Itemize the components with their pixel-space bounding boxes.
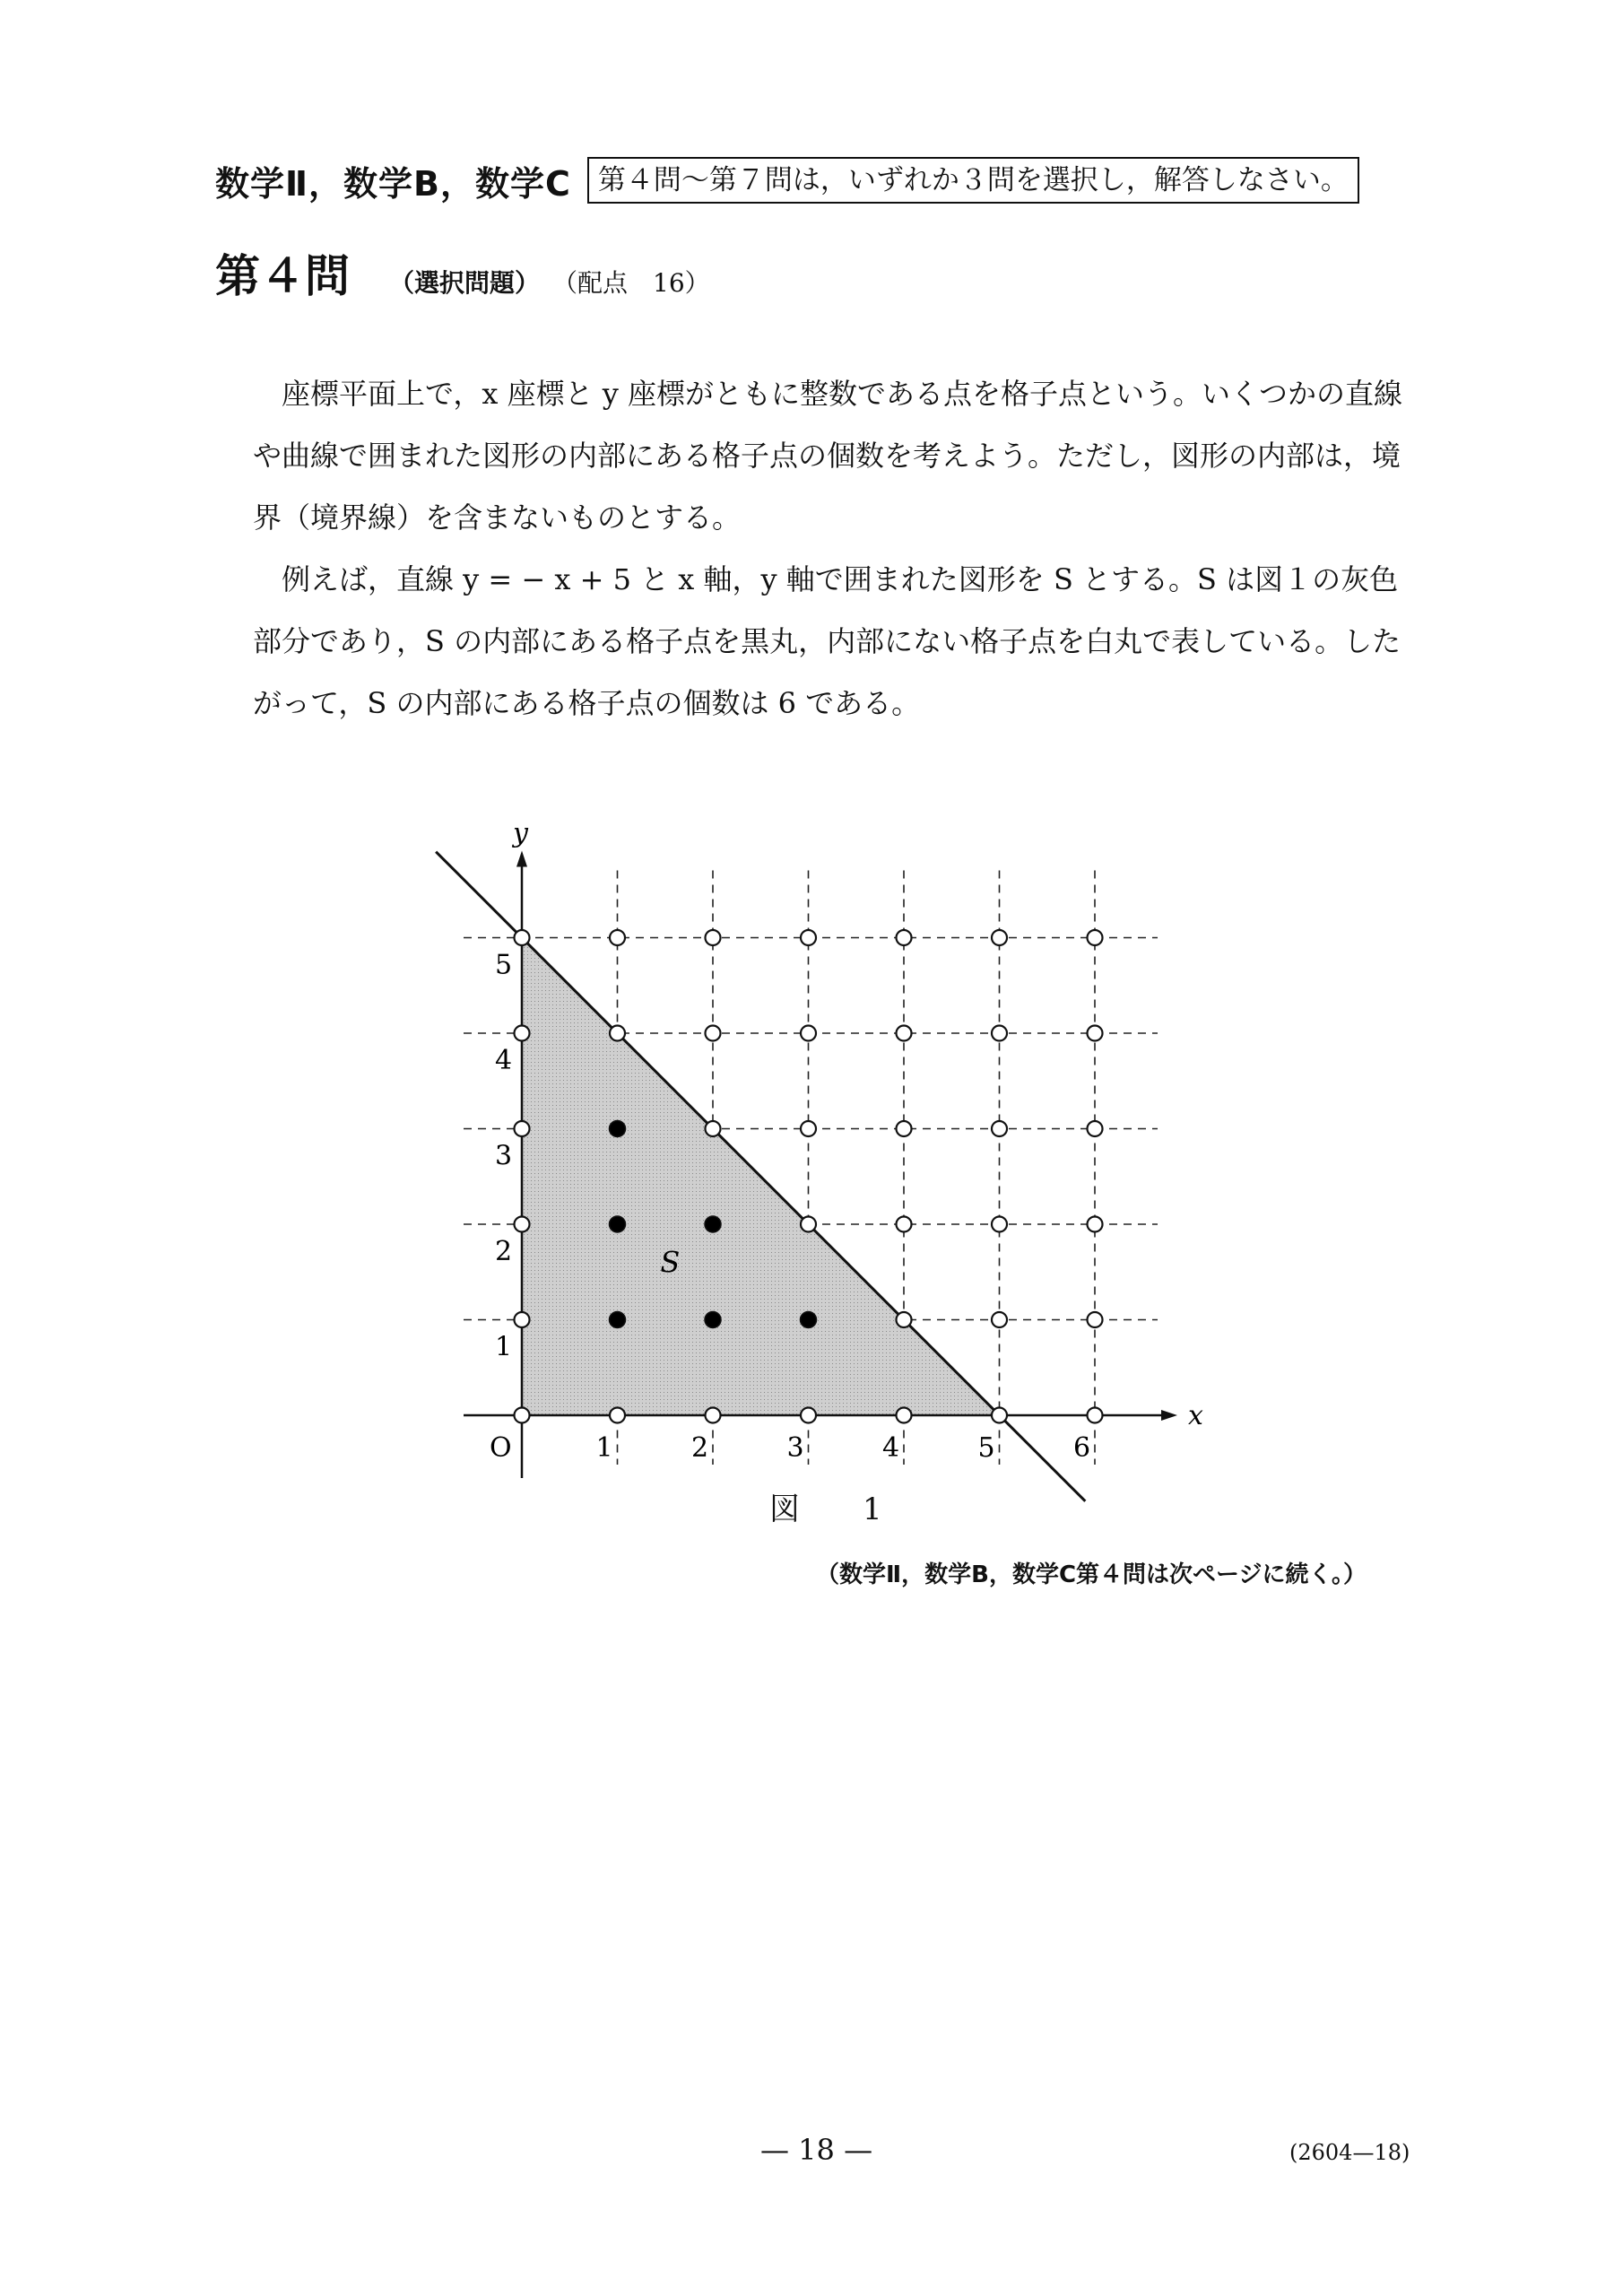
continue-note: （数学Ⅱ，数学B，数学C第４問は次ページに続く。） — [816, 1561, 1367, 1588]
open-point — [1088, 1026, 1103, 1041]
paragraph-definition: 座標平面上で，x 座標と y 座標がともに整数である点を格子点という。いくつかの直線や曲線で囲まれた図形の内部にある格子点の個数を考えよう。ただし，図形の内部は，境界（境界線）を含まないものとする。 — [253, 377, 1403, 535]
open-point — [1088, 930, 1103, 945]
open-point — [706, 1026, 721, 1041]
open-point — [801, 1217, 816, 1232]
filled-point — [610, 1312, 626, 1328]
open-point — [897, 1217, 912, 1232]
subject-title: 数学Ⅱ，数学B，数学C — [215, 163, 571, 204]
x-tick-label: 6 — [1073, 1432, 1091, 1464]
open-point — [1088, 1408, 1103, 1423]
open-point — [1088, 1121, 1103, 1136]
figure-caption: 図 1 — [769, 1492, 898, 1527]
page-number: — 18 — — [760, 2133, 873, 2167]
open-point — [515, 1408, 530, 1423]
open-point — [515, 1026, 530, 1041]
open-point — [992, 1217, 1007, 1232]
x-tick-label: 2 — [691, 1432, 709, 1464]
y-tick-label: 1 — [495, 1331, 513, 1363]
open-point — [515, 1217, 530, 1232]
open-point — [610, 1026, 625, 1041]
open-point — [515, 1312, 530, 1327]
y-tick-label: 2 — [495, 1236, 513, 1267]
origin-label: O — [490, 1432, 512, 1464]
filled-point — [801, 1312, 817, 1328]
open-point — [992, 930, 1007, 945]
question-points: （配点 16） — [552, 268, 710, 298]
open-point — [610, 1408, 625, 1423]
open-point — [801, 1408, 816, 1423]
question-number: 第４問 — [215, 250, 350, 302]
open-point — [897, 1121, 912, 1136]
filled-point — [610, 1121, 626, 1137]
y-axis-arrow — [516, 851, 527, 867]
x-tick-label: 1 — [595, 1432, 613, 1464]
open-point — [1088, 1217, 1103, 1232]
y-tick-label: 3 — [495, 1140, 513, 1172]
y-tick-label: 4 — [495, 1045, 513, 1076]
open-point — [897, 1312, 912, 1327]
y-tick-label: 5 — [495, 949, 513, 981]
question-tag: （選択問題） — [389, 268, 541, 298]
x-axis-arrow — [1161, 1410, 1177, 1421]
open-point — [897, 1026, 912, 1041]
open-point — [706, 1121, 721, 1136]
y-axis-label: y — [513, 817, 528, 849]
open-point — [992, 1408, 1007, 1423]
open-point — [801, 1026, 816, 1041]
paragraph-example: 例えば，直線 y = − x + 5 と x 軸，y 軸で囲まれた図形を S とする。S は図１の灰色部分であり，S の内部にある格子点を黒丸，内部にない格子点を白丸で表している。したがって，S の内部にある格子点の個数は 6 である。 — [253, 562, 1401, 720]
open-point — [515, 930, 530, 945]
open-point — [992, 1121, 1007, 1136]
selection-instruction: 第４問～第７問は，いずれか３問を選択し，解答しなさい。 — [587, 157, 1359, 204]
region-label-s: S — [660, 1245, 681, 1280]
open-point — [992, 1026, 1007, 1041]
x-tick-label: 5 — [977, 1432, 995, 1464]
open-point — [897, 930, 912, 945]
filled-point — [705, 1312, 721, 1328]
open-point — [706, 1408, 721, 1423]
x-tick-label: 4 — [882, 1432, 900, 1464]
x-tick-label: 3 — [786, 1432, 804, 1464]
open-point — [992, 1312, 1007, 1327]
filled-point — [610, 1216, 626, 1232]
open-point — [897, 1408, 912, 1423]
open-point — [1088, 1312, 1103, 1327]
open-point — [515, 1121, 530, 1136]
open-point — [801, 1121, 816, 1136]
open-point — [801, 930, 816, 945]
filled-point — [705, 1216, 721, 1232]
exam-code: (2604—18) — [1289, 2140, 1410, 2165]
open-point — [610, 930, 625, 945]
open-point — [706, 930, 721, 945]
x-axis-label: x — [1188, 1400, 1203, 1431]
